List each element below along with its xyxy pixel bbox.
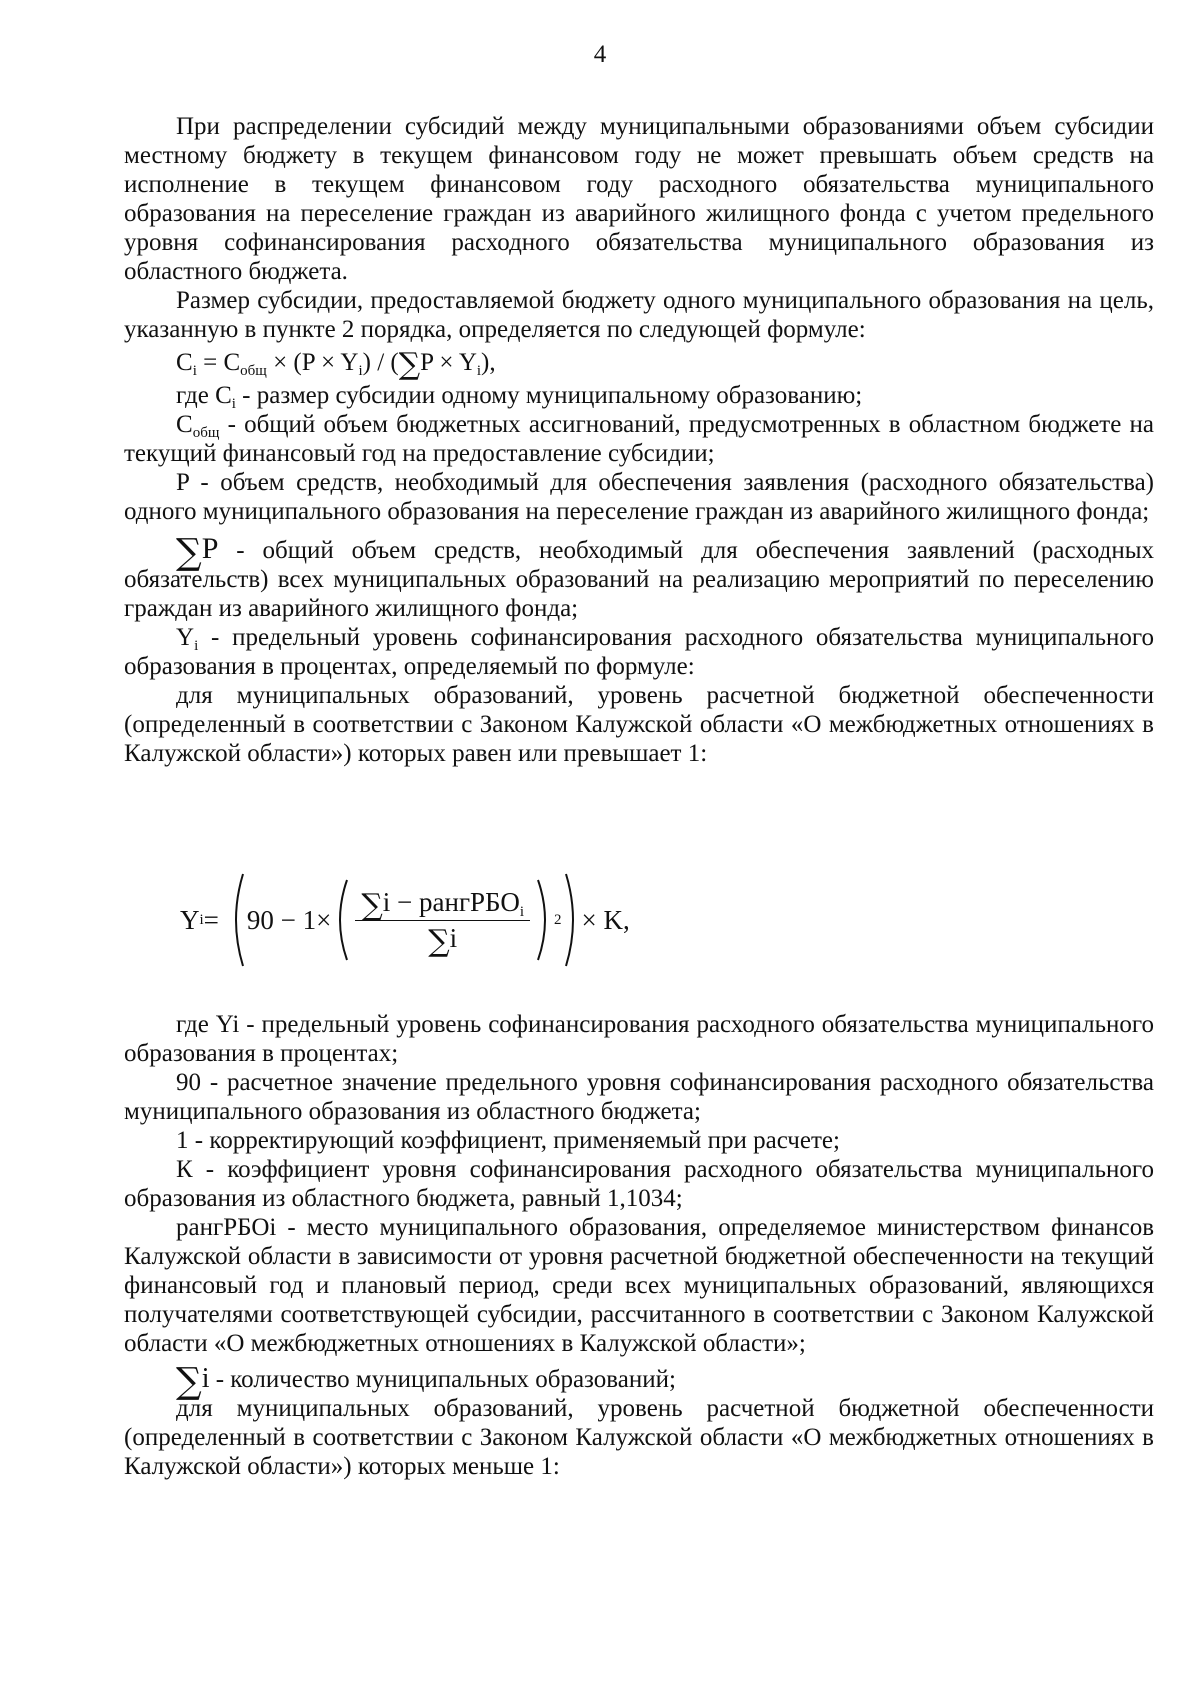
sum-symbol: ∑ [176,1361,202,1402]
sum-symbol: ∑ [398,347,421,382]
condition-ge-1: для муниципальных образований, уровень расчетной бюджетной обеспеченности (определенный в соответствии с Законом Калужской области «О межбюджетных отношениях в Калужской области») которых равен или превышает 1: [124,682,1154,767]
definition-yi: $Y_i$ - предельный уровень софинансирования расходного обязательства муниципального образования в процентах, определяемый по формуле: [124,624,1154,680]
definition-sum-p: ∑P - общий объем средств, необходимый для обеспечения заявлений (расходных обязательств) всех муниципальных образований на реализацию мероприятий по переселению граждан из аварийного жилищного фонда; [124,532,1154,622]
definition-cobsh: $C_{общ}$ - общий объем бюджетных ассигнований, предусмотренных в областном бюджете на текущий финансовый год на предоставление субсидии; [124,411,1154,467]
definition-p: P - объем средств, необходимый для обеспечения заявления (расходного обязательства) одного муниципального образования на переселение граждан из аварийного жилищного фонда; [124,469,1154,525]
sum-symbol: ∑ [428,923,450,959]
sum-symbol: ∑ [176,532,202,573]
page-number: 4 [593,41,607,68]
left-paren-outer [227,872,247,968]
text-block-bottom [124,1010,1154,1481]
paragraph-subsidy-size: Размер субсидии, предоставляемой бюджету одного муниципального образования на цель, указанную в пункте 2 порядка, определяется по следующей формуле: [124,287,1154,343]
definition-90: 90 - расчетное значение предельного уровня софинансирования расходного обязательства муниципального образования из областного бюджета; [124,1069,1154,1125]
definition-yi-percent: где Yi - предельный уровень софинансирования расходного обязательства муниципального образования в процентах; [124,1011,1154,1067]
definition-rank: рангРБОi - место муниципального образования, определяемое министерством финансов Калужской области в зависимости от уровня расчетной бюджетной обеспеченности на текущий финансовый год и плановый период, среди всех муниципальных образований, являющихся получателями соответствующей субсидии, рассчитанного в соответствии с Законом Калужской области «О межбюджетных отношениях в Калужской области»; [124,1214,1154,1357]
definition-1: 1 - корректирующий коэффициент, применяемый при расчете; [176,1127,840,1154]
right-paren-inner [534,878,554,962]
right-paren-outer [562,872,582,968]
formula-yi: Y i = 90 − 1× $\frac{\sum i - рангРБО_i}{\sum i}$ 2 × K, [180,872,630,968]
fraction-numerator: ∑i − рангРБО$_i$ [355,888,530,921]
definition-sum-i: ∑i - количество муниципальных образований; [176,1361,676,1402]
left-paren-inner [331,878,351,962]
sum-symbol: ∑ [361,887,383,923]
paragraph-distribution: При распределении субсидий между муниципальными образованиями объем субсидии местному бюджету в текущем финансовом году не может превышать объем средств на исполнение в текущем финансовом году расходного обязательства муниципального образования на переселение граждан из аварийного жилищного фонда с учетом предельного уровня софинансирования расходного обязательства муниципального образования из областного бюджета. [124,113,1154,285]
definition-ci: где $C_i$ - размер субсидии одному муниципальному образованию; [176,382,863,412]
definition-k: К - коэффициент уровня софинансирования расходного обязательства муниципального образования из областного бюджета, равный 1,1034; [124,1156,1154,1212]
condition-lt-1: для муниципальных образований, уровень расчетной бюджетной обеспеченности (определенный в соответствии с Законом Калужской области «О межбюджетных отношениях в Калужской области») которых меньше 1: [124,1395,1154,1480]
text-block-top [124,112,1154,768]
formula-ci: $C_i = C_{общ} \times (P \times Y_i) / (\sum P \times Y_i)$, [176,347,496,382]
fraction-denominator: ∑i [428,922,458,959]
fraction [355,886,530,959]
